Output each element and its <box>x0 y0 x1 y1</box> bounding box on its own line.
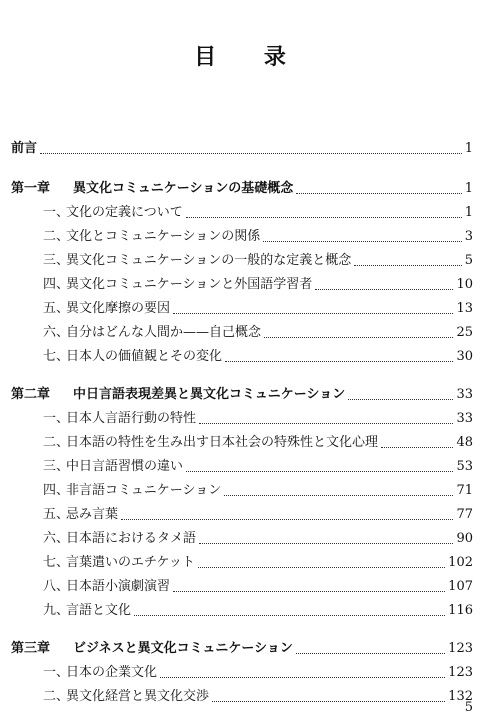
toc-page-number: 1 <box>464 205 473 220</box>
section-title: 異文化経営と異文化交渉 <box>66 689 210 704</box>
section-title: 異文化コミュニケーションの一般的な定義と概念 <box>66 253 352 268</box>
section-title: 言語と文化 <box>66 603 132 618</box>
toc-section-2-9[interactable] <box>0 599 500 623</box>
section-title: 文化の定義について <box>66 205 183 220</box>
section-title: 中日言語習慣の違い <box>66 459 184 474</box>
dot-leader <box>296 192 461 194</box>
toc-page-number: 123 <box>448 665 473 680</box>
toc-section-3-2[interactable] <box>0 685 500 709</box>
toc-page-number: 33 <box>456 387 473 402</box>
chapter-number: 第一章 <box>11 181 51 196</box>
toc-chapter-1[interactable] <box>0 177 500 201</box>
dot-leader <box>212 700 445 702</box>
section-number: 一、 <box>43 205 70 220</box>
section-title: 言葉遣いのエチケット <box>66 555 195 570</box>
toc-section-1-6[interactable] <box>0 321 500 345</box>
toc-section-1-4[interactable] <box>0 273 500 297</box>
section-number: 一、 <box>43 665 70 680</box>
dot-leader <box>199 422 453 424</box>
section-title: 異文化コミュニケーションと外国語学習者 <box>66 277 313 292</box>
toc-chapter-2[interactable] <box>0 383 500 407</box>
section-number: 四、 <box>43 277 70 292</box>
section-title: 異文化摩擦の要因 <box>66 301 171 316</box>
toc-page-number: 1 <box>464 141 473 156</box>
dot-leader <box>263 240 461 242</box>
toc-section-2-1[interactable] <box>0 407 500 431</box>
dot-leader <box>186 470 453 472</box>
dot-leader <box>348 398 453 400</box>
toc-page-number: 53 <box>456 459 473 474</box>
page-folio: 5 <box>464 700 473 715</box>
toc-page-number: 48 <box>456 435 473 450</box>
dot-leader <box>354 264 461 266</box>
toc-section-1-5[interactable] <box>0 297 500 321</box>
dot-leader <box>381 446 453 448</box>
chapter-number: 第二章 <box>11 387 51 402</box>
section-number: 九、 <box>43 603 70 618</box>
toc-section-2-2[interactable] <box>0 431 500 455</box>
toc-page-number: 5 <box>464 253 473 268</box>
toc-page-number: 71 <box>456 483 473 498</box>
dot-leader <box>121 518 453 520</box>
dot-leader <box>199 542 453 544</box>
page-title: 目 录 <box>194 45 306 70</box>
dot-leader <box>224 494 453 496</box>
section-title: 日本語におけるタメ語 <box>66 531 197 546</box>
toc-page-number: 13 <box>456 301 473 316</box>
toc-entry-preface[interactable] <box>0 137 500 161</box>
toc-page-number: 123 <box>448 641 473 656</box>
toc-section-2-5[interactable] <box>0 503 500 527</box>
toc-section-3-1[interactable] <box>0 661 500 685</box>
section-title: 忌み言葉 <box>66 507 119 522</box>
section-number: 四、 <box>43 483 70 498</box>
dot-leader <box>173 590 445 592</box>
toc-section-1-1[interactable] <box>0 201 500 225</box>
dot-leader <box>198 566 445 568</box>
toc-page-number: 25 <box>456 325 473 340</box>
section-title: 日本人言語行動の特性 <box>66 411 197 426</box>
toc-section-2-7[interactable] <box>0 551 500 575</box>
dot-leader <box>186 216 462 218</box>
chapter-title: ビジネスと異文化コミュニケーション <box>73 641 293 656</box>
toc-page-number: 107 <box>448 579 473 594</box>
section-title: 自分はどんな人間か——自己概念 <box>66 325 262 340</box>
section-number: 七、 <box>43 349 70 364</box>
toc-section-1-3[interactable] <box>0 249 500 273</box>
section-number: 五、 <box>43 301 70 316</box>
dot-leader <box>40 152 462 154</box>
section-number: 六、 <box>43 531 70 546</box>
toc-section-2-4[interactable] <box>0 479 500 503</box>
toc-section-2-6[interactable] <box>0 527 500 551</box>
toc-section-2-3[interactable] <box>0 455 500 479</box>
toc-page-number: 77 <box>456 507 473 522</box>
toc-chapter-3[interactable] <box>0 637 500 661</box>
toc-page-number: 132 <box>448 689 473 704</box>
toc-page-number: 10 <box>456 277 473 292</box>
section-number: 八、 <box>43 579 70 594</box>
dot-leader <box>296 652 445 654</box>
toc-entry-label: 前言 <box>11 141 38 156</box>
section-title: 日本人の価値観とその変化 <box>66 349 223 364</box>
toc-page-number: 116 <box>448 603 473 618</box>
toc-page-number: 3 <box>464 229 473 244</box>
toc-section-1-2[interactable] <box>0 225 500 249</box>
section-title: 文化とコミュニケーションの関係 <box>66 229 261 244</box>
section-title: 非言語コミュニケーション <box>66 483 222 498</box>
chapter-title: 異文化コミュニケーションの基礎概念 <box>73 181 294 196</box>
toc-page-number: 90 <box>456 531 473 546</box>
chapter-title: 中日言語表現差異と異文化コミュニケーション <box>73 387 346 402</box>
toc-section-1-7[interactable] <box>0 345 500 369</box>
section-number: 一、 <box>43 411 70 426</box>
toc-page-number: 30 <box>456 349 473 364</box>
section-title: 日本語の特性を生み出す日本社会の特殊性と文化心理 <box>66 435 379 450</box>
section-number: 三、 <box>43 253 70 268</box>
section-number: 三、 <box>43 459 70 474</box>
dot-leader <box>225 360 453 362</box>
chapter-number: 第三章 <box>11 641 51 656</box>
section-title: 日本語小演劇演習 <box>66 579 171 594</box>
toc-page-number: 1 <box>464 181 473 196</box>
section-number: 二、 <box>43 689 70 704</box>
dot-leader <box>160 676 445 678</box>
toc-chapters <box>0 177 500 709</box>
section-number: 五、 <box>43 507 70 522</box>
table-of-contents <box>0 137 500 709</box>
dot-leader <box>173 312 453 314</box>
section-number: 二、 <box>43 229 70 244</box>
section-number: 七、 <box>43 555 70 570</box>
toc-section-2-8[interactable] <box>0 575 500 599</box>
dot-leader <box>315 288 453 290</box>
dot-leader <box>264 336 453 338</box>
section-number: 六、 <box>43 325 70 340</box>
toc-page-number: 102 <box>448 555 473 570</box>
section-number: 二、 <box>43 435 70 450</box>
dot-leader <box>134 614 445 616</box>
section-title: 日本の企業文化 <box>66 665 158 680</box>
toc-page-number: 33 <box>456 411 473 426</box>
